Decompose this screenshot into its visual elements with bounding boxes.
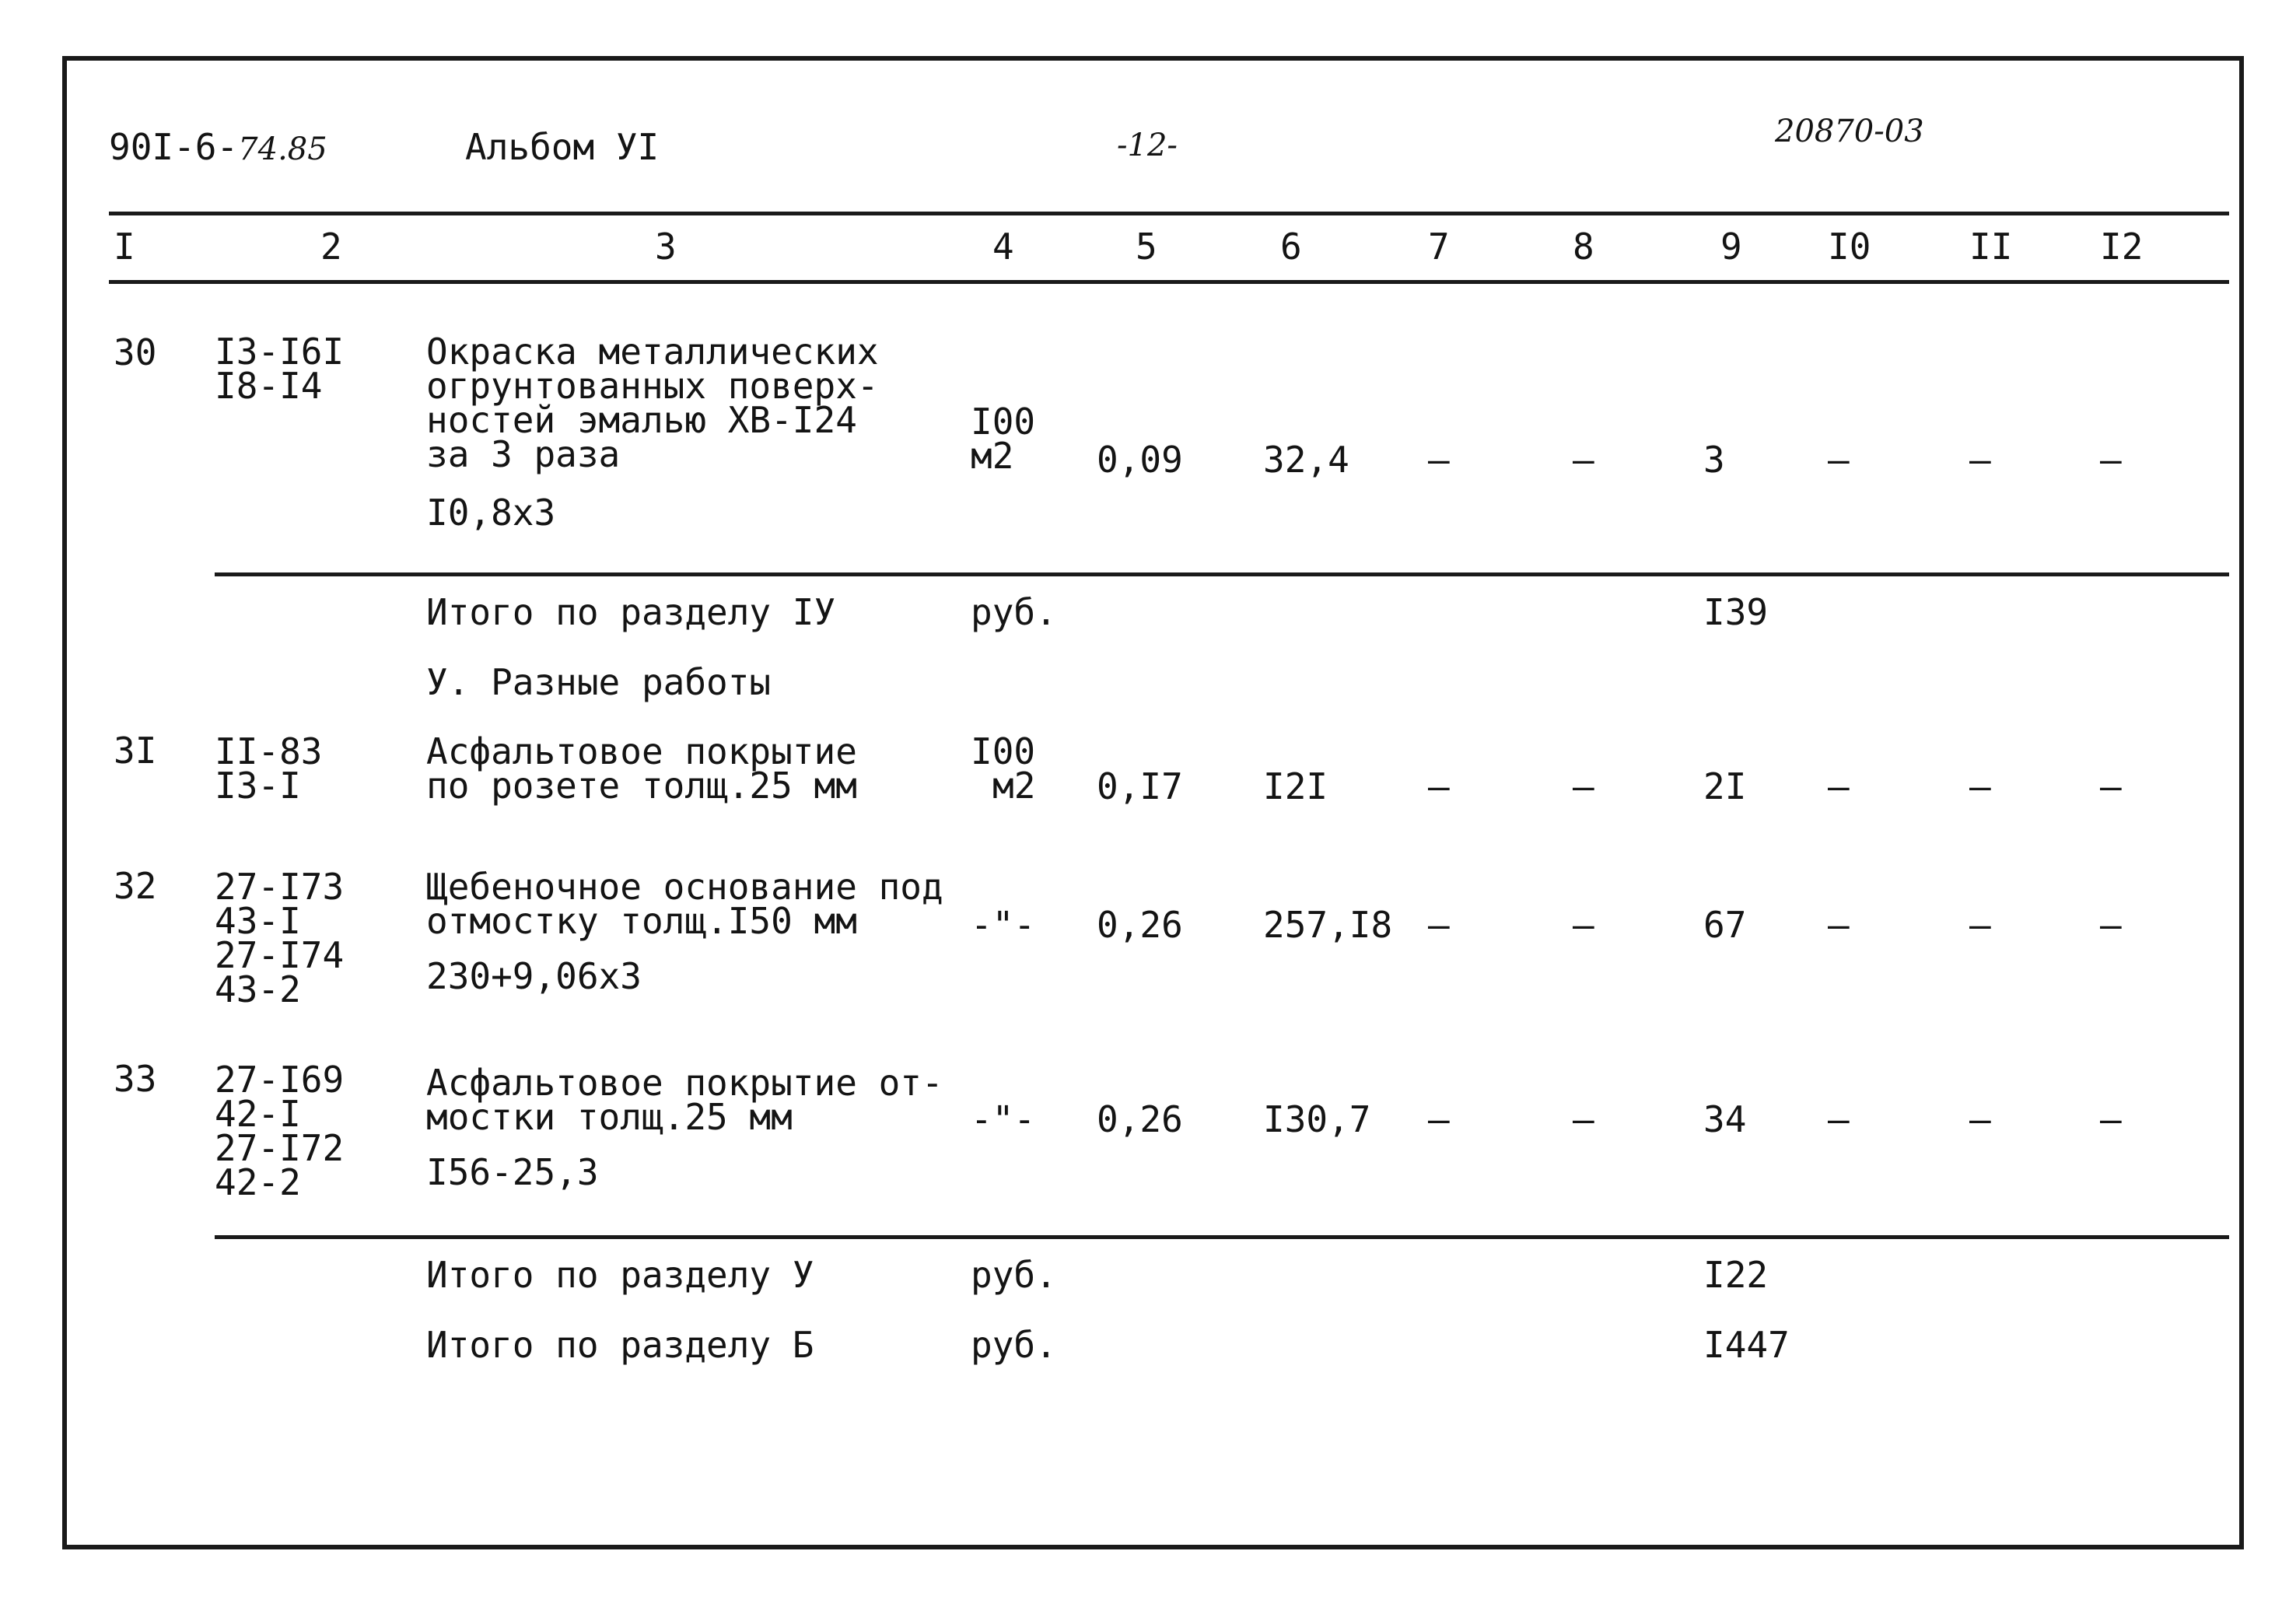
row-quantity: 0,26 — [1097, 1098, 1183, 1140]
row-number: 32 — [114, 865, 157, 907]
row-col12: – — [2100, 1098, 2122, 1140]
row-col7: – — [1428, 1098, 1450, 1140]
col-header-10: I0 — [1828, 226, 1871, 268]
row-quantity: 0,09 — [1097, 439, 1183, 481]
row-col7: – — [1428, 904, 1450, 946]
row-quantity: 0,26 — [1097, 904, 1183, 946]
row-col10: – — [1828, 904, 1850, 946]
row-description: Щебеночное основание под отмостку толщ.I50 мм — [426, 866, 943, 942]
row-unit-price: I30,7 — [1263, 1098, 1371, 1140]
row-unit-price: 257,I8 — [1263, 904, 1393, 946]
row-col11: – — [1969, 904, 1991, 946]
section-rule — [215, 572, 2229, 576]
row-col11: – — [1969, 1098, 1991, 1140]
section-title: У. Разные работы — [426, 661, 772, 703]
subtotal-unit: руб. — [971, 591, 1057, 633]
document-code: 20870-03 — [1775, 114, 1924, 149]
subtotal-total: I39 — [1703, 591, 1769, 633]
row-col8: – — [1573, 1098, 1594, 1140]
row-col7: – — [1428, 439, 1450, 481]
row-unit: -"- — [971, 1098, 1036, 1140]
header-bottom-rule — [109, 280, 2229, 284]
subtotal-label: Итого по разделу У — [426, 1254, 814, 1296]
row-col8: – — [1573, 765, 1594, 807]
row-total: 67 — [1703, 904, 1747, 946]
series-code — [109, 126, 327, 168]
subtotal-label: Итого по разделу Б — [426, 1324, 814, 1366]
row-col12: – — [2100, 904, 2122, 946]
col-header-2: 2 — [320, 226, 342, 268]
row-col10: – — [1828, 765, 1850, 807]
row-codes: 27-I69 42-I 27-I72 42-2 — [215, 1059, 345, 1203]
row-unit: -"- — [971, 904, 1036, 946]
row-codes: 27-I73 43-I 27-I74 43-2 — [215, 866, 345, 1010]
section-rule — [215, 1235, 2229, 1239]
row-unit-price: 32,4 — [1263, 439, 1349, 481]
subtotal-total: I447 — [1703, 1324, 1790, 1366]
col-header-7: 7 — [1428, 226, 1450, 268]
col-header-5: 5 — [1136, 226, 1157, 268]
col-header-12: I2 — [2100, 226, 2144, 268]
subtotal-unit: руб. — [971, 1324, 1057, 1366]
col-header-8: 8 — [1573, 226, 1594, 268]
row-number: 30 — [114, 331, 157, 373]
row-col12: – — [2100, 765, 2122, 807]
row-calculation: I56-25,3 — [426, 1151, 599, 1193]
row-description: Окраска металлических огрунтованных поверх- ностей эмалью ХВ-I24 за 3 раза — [426, 331, 879, 475]
row-col10: – — [1828, 439, 1850, 481]
subtotal-unit: руб. — [971, 1254, 1057, 1296]
series-prefix: 90I-6- — [109, 126, 239, 168]
row-unit: I00 м2 — [971, 401, 1036, 477]
series-handwritten: 74.85 — [238, 131, 327, 167]
row-quantity: 0,I7 — [1097, 765, 1183, 807]
row-col8: – — [1573, 439, 1594, 481]
row-unit: I00 м2 — [971, 730, 1036, 807]
col-header-6: 6 — [1280, 226, 1302, 268]
col-header-11: II — [1969, 226, 2013, 268]
row-col11: – — [1969, 439, 1991, 481]
row-description: Асфальтовое покрытие от- мостки толщ.25 мм — [426, 1062, 943, 1138]
subtotal-total: I22 — [1703, 1254, 1769, 1296]
row-calculation: I0,8х3 — [426, 492, 556, 534]
row-col8: – — [1573, 904, 1594, 946]
row-codes: II-83 I3-I — [215, 730, 323, 807]
header-top-rule — [109, 212, 2229, 215]
row-number: 33 — [114, 1058, 157, 1100]
col-header-9: 9 — [1720, 226, 1742, 268]
row-codes: I3-I6I I8-I4 — [215, 331, 345, 407]
row-number: 3I — [114, 730, 157, 772]
album-label: Альбом УI — [465, 126, 660, 168]
row-col7: – — [1428, 765, 1450, 807]
row-calculation: 230+9,06х3 — [426, 955, 642, 997]
row-total: 2I — [1703, 765, 1747, 807]
col-header-4: 4 — [992, 226, 1014, 268]
col-header-1: I — [114, 226, 135, 268]
row-col12: – — [2100, 439, 2122, 481]
row-description: Асфальтовое покрытие по розете толщ.25 мм — [426, 730, 857, 807]
row-total: 34 — [1703, 1098, 1747, 1140]
subtotal-label: Итого по разделу IУ — [426, 591, 836, 633]
row-unit-price: I2I — [1263, 765, 1328, 807]
col-header-3: 3 — [655, 226, 677, 268]
row-total: 3 — [1703, 439, 1725, 481]
row-col11: – — [1969, 765, 1991, 807]
row-col10: – — [1828, 1098, 1850, 1140]
page-number: -12- — [1117, 128, 1178, 163]
